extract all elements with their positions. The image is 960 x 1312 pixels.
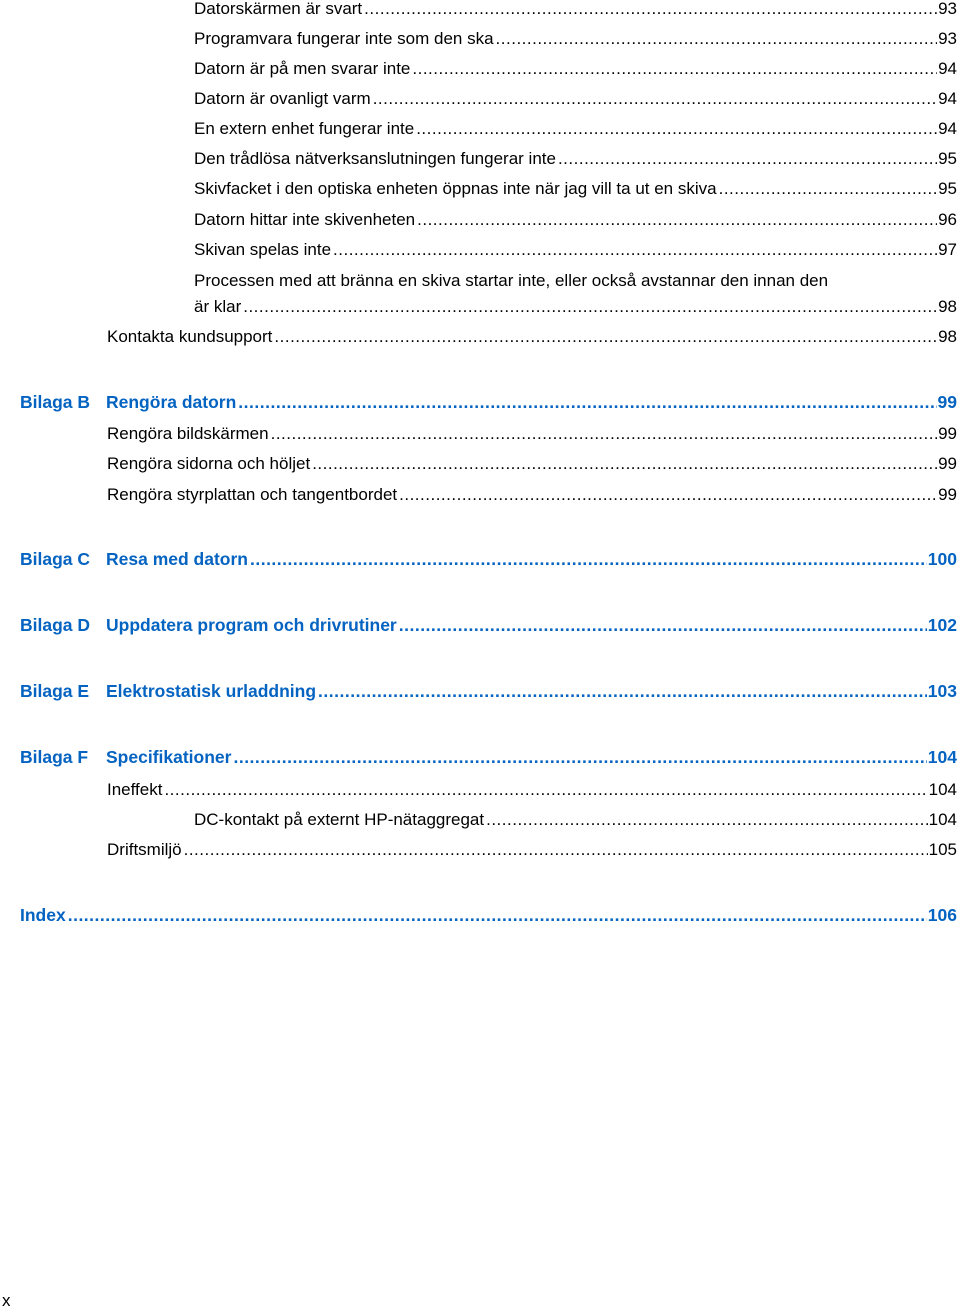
toc-entry-label: Datorskärmen är svart	[194, 0, 363, 18]
appendix-heading	[20, 746, 231, 768]
dot-leader	[233, 746, 926, 768]
toc-page-number: 102	[927, 615, 957, 635]
toc-entry[interactable]	[194, 809, 957, 831]
appendix-prefix: Bilaga F	[20, 747, 89, 767]
toc-entry[interactable]	[194, 178, 957, 200]
toc-page-number: 96	[938, 210, 957, 229]
toc-entry-label: Rengöra bildskärmen	[107, 424, 269, 443]
dot-leader	[164, 779, 927, 801]
toc-page-number: 104	[928, 780, 957, 799]
toc-entry[interactable]	[107, 839, 957, 861]
toc-entry-label: Rengöra sidorna och höljet	[107, 454, 311, 473]
toc-page-number: 104	[927, 747, 957, 767]
toc-page-number: 106	[927, 905, 957, 925]
toc-entry-label: Kontakta kundsupport	[107, 327, 273, 346]
toc-page-number: 99	[937, 392, 957, 412]
toc-entry[interactable]	[194, 209, 957, 231]
page-footer-number: x	[2, 1291, 11, 1310]
toc-entry-label: är klar	[194, 297, 242, 316]
toc-entry[interactable]	[194, 118, 957, 140]
toc-page-number: 99	[938, 485, 957, 504]
dot-leader	[719, 178, 937, 200]
toc-entry-label: Driftsmiljö	[107, 840, 182, 859]
dot-leader	[496, 28, 938, 50]
toc-page-number: 93	[938, 0, 957, 18]
toc-entry-label: Ineffekt	[107, 780, 163, 799]
toc-entry[interactable]	[107, 484, 957, 506]
appendix-heading	[20, 548, 248, 570]
appendix-heading	[20, 391, 236, 413]
appendix-heading	[20, 680, 316, 702]
dot-leader	[238, 391, 936, 413]
dot-leader	[250, 548, 927, 570]
dot-leader	[333, 239, 937, 261]
toc-entry[interactable]	[194, 239, 957, 261]
toc-appendix-d[interactable]	[20, 614, 957, 636]
toc-appendix-f[interactable]	[20, 746, 957, 768]
toc-appendix-c[interactable]	[20, 548, 957, 570]
toc-entry[interactable]	[194, 0, 957, 20]
toc-page-number: 98	[938, 327, 957, 346]
toc-entry-label: Skivan spelas inte	[194, 240, 332, 259]
dot-leader	[417, 209, 937, 231]
toc-page-number: 97	[938, 240, 957, 259]
toc-entry[interactable]	[107, 779, 957, 801]
toc-entry[interactable]	[107, 453, 957, 475]
dot-leader	[318, 680, 927, 702]
toc-page-number: 95	[938, 179, 957, 198]
toc-entry[interactable]	[194, 296, 957, 318]
toc-page-number: 95	[938, 149, 957, 168]
toc-page-number: 100	[927, 549, 957, 569]
index-title: Index	[20, 905, 66, 925]
toc-entry-label: Programvara fungerar inte som den ska	[194, 29, 494, 48]
toc-page-number: 103	[927, 681, 957, 701]
toc-entry-label-line1[interactable]: Processen med att bränna en skiva startar inte, eller också avstannar den innan den	[194, 271, 829, 290]
toc-entry-label: Datorn är ovanligt varm	[194, 89, 371, 108]
dot-leader	[243, 296, 937, 318]
dot-leader	[364, 0, 937, 20]
appendix-prefix: Bilaga E	[20, 681, 90, 701]
dot-leader	[486, 809, 928, 831]
toc-appendix-b[interactable]	[20, 391, 957, 413]
appendix-prefix: Bilaga B	[20, 392, 91, 412]
appendix-title: Elektrostatisk urladdning	[106, 681, 317, 701]
toc-entry-label: Datorn hittar inte skivenheten	[194, 210, 416, 229]
dot-leader	[399, 484, 937, 506]
toc-entry[interactable]	[194, 88, 957, 110]
toc-entry-label: Datorn är på men svarar inte	[194, 59, 411, 78]
toc-entry[interactable]	[107, 326, 957, 348]
toc-entry-label: Skivfacket i den optiska enheten öppnas inte när jag vill ta ut en skiva	[194, 179, 717, 198]
toc-entry[interactable]	[194, 58, 957, 80]
toc-entry-label: En extern enhet fungerar inte	[194, 119, 415, 138]
appendix-title: Resa med datorn	[106, 549, 248, 569]
dot-leader	[373, 88, 937, 110]
toc-entry-label: DC-kontakt på externt HP-nätaggregat	[194, 810, 485, 829]
toc-entry[interactable]	[194, 148, 957, 170]
toc-page-number: 105	[928, 840, 957, 859]
dot-leader	[412, 58, 937, 80]
dot-leader	[68, 904, 927, 926]
toc-page-number: 104	[928, 810, 957, 829]
toc-page-number: 94	[938, 59, 957, 78]
dot-leader	[274, 326, 937, 348]
dot-leader	[271, 423, 937, 445]
toc-entry-label: Den trådlösa nätverksanslutningen fungerar inte	[194, 149, 556, 168]
toc-index[interactable]	[20, 904, 957, 926]
appendix-title: Rengöra datorn	[106, 392, 237, 412]
appendix-prefix: Bilaga C	[20, 549, 91, 569]
dot-leader	[184, 839, 928, 861]
dot-leader	[399, 614, 927, 636]
toc-page-number: 94	[938, 119, 957, 138]
toc-page-number: 94	[938, 89, 957, 108]
appendix-heading	[20, 614, 397, 636]
toc-appendix-e[interactable]	[20, 680, 957, 702]
toc-entry[interactable]	[194, 28, 957, 50]
appendix-title: Uppdatera program och drivrutiner	[106, 615, 397, 635]
toc-page-number: 99	[938, 424, 957, 443]
toc-entry-label: Rengöra styrplattan och tangentbordet	[107, 485, 398, 504]
dot-leader	[416, 118, 937, 140]
appendix-title: Specifikationer	[106, 747, 232, 767]
toc-page-number: 93	[938, 29, 957, 48]
appendix-prefix: Bilaga D	[20, 615, 91, 635]
dot-leader	[558, 148, 937, 170]
toc-page-number: 99	[938, 454, 957, 473]
toc-page-number: 98	[938, 297, 957, 316]
toc-entry[interactable]	[107, 423, 957, 445]
dot-leader	[312, 453, 937, 475]
